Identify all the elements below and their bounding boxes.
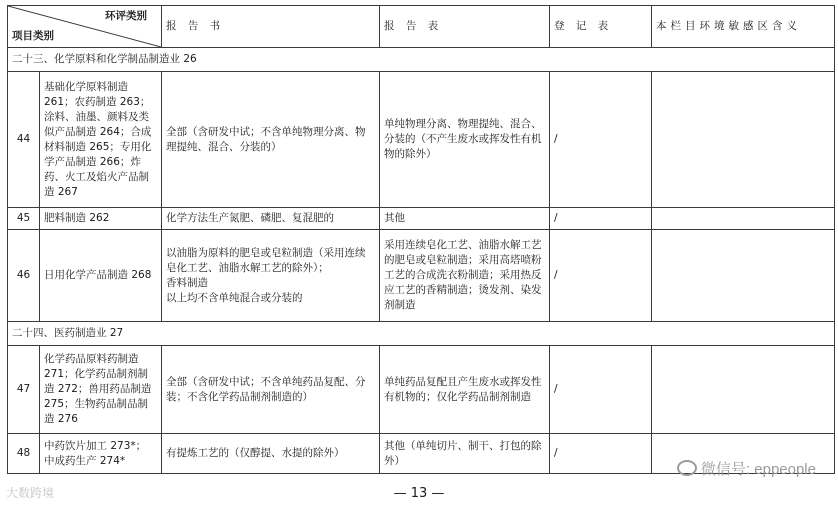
wechat-watermark xyxy=(677,458,816,479)
sensitive-area-cell xyxy=(652,346,835,434)
register-cell: / xyxy=(550,208,652,230)
wechat-icon xyxy=(677,460,697,476)
sensitive-area-cell xyxy=(652,72,835,208)
report-form-cell: 单纯物理分离、物理提纯、混合、分装的（不产生废水或挥发性有机物的除外） xyxy=(380,72,550,208)
section-title: 二十三、化学原料和化学制品制造业 26 xyxy=(8,48,835,72)
project-category: 肥料制造 262 xyxy=(40,208,162,230)
report-book-cell: 化学方法生产氮肥、磷肥、复混肥的 xyxy=(162,208,380,230)
report-book-cell: 以油脂为原料的肥皂或皂粒制造（采用连续皂化工艺、油脂水解工艺的除外）； 香料制造 以上均不含单纯混合或分装的 xyxy=(162,230,380,322)
table-row xyxy=(8,346,835,434)
report-book-cell: 全部（含研发中试；不含单纯药品复配、分装；不含化学药品制剂制造的） xyxy=(162,346,380,434)
project-category: 化学药品原料药制造 271；化学药品制剂制造 272；兽用药品制造 275；生物药品制品制造 276 xyxy=(40,346,162,434)
project-category: 基础化学原料制造 261；农药制造 263；涂料、油墨、颜料及类似产品制造 264；合成材料制造 265；专用化学产品制造 266；炸药、火工及焰火产品制造 267 xyxy=(40,72,162,208)
table-row xyxy=(8,72,835,208)
register-cell: / xyxy=(550,72,652,208)
row-number: 46 xyxy=(8,230,40,322)
row-number: 48 xyxy=(8,434,40,474)
header-row xyxy=(8,6,835,48)
page-number: — 13 — xyxy=(393,486,445,501)
row-number: 45 xyxy=(8,208,40,230)
section-row xyxy=(8,48,835,72)
wechat-watermark-text: 微信号: eppeople xyxy=(700,461,816,478)
header-report-book: 报 告 书 xyxy=(162,6,380,48)
project-category: 日用化学产品制造 268 xyxy=(40,230,162,322)
classification-table xyxy=(7,5,835,474)
header-project-category: 项目类别 xyxy=(12,30,54,42)
brand-watermark: 大数跨境 xyxy=(6,486,55,500)
section-title: 二十四、医药制造业 27 xyxy=(8,322,835,346)
section-row xyxy=(8,322,835,346)
table-row xyxy=(8,208,835,230)
register-cell: / xyxy=(550,230,652,322)
table-row xyxy=(8,230,835,322)
register-cell: / xyxy=(550,346,652,434)
sensitive-area-cell xyxy=(652,208,835,230)
project-category: 中药饮片加工 273*； 中成药生产 274* xyxy=(40,434,162,474)
report-form-cell: 其他 xyxy=(380,208,550,230)
header-register-form: 登 记 表 xyxy=(550,6,652,48)
row-number: 47 xyxy=(8,346,40,434)
sensitive-area-cell xyxy=(652,230,835,322)
report-book-cell: 有提炼工艺的（仅醇提、水提的除外） xyxy=(162,434,380,474)
diagonal-header-cell xyxy=(8,6,162,48)
header-sensitive-area: 本栏目环境敏感区含义 xyxy=(652,6,835,48)
header-report-form: 报 告 表 xyxy=(380,6,550,48)
row-number: 44 xyxy=(8,72,40,208)
header-eia-category: 环评类别 xyxy=(105,10,147,22)
report-book-cell: 全部（含研发中试；不含单纯物理分离、物理提纯、混合、分装的） xyxy=(162,72,380,208)
report-form-cell: 其他（单纯切片、制干、打包的除外） xyxy=(380,434,550,474)
report-form-cell: 采用连续皂化工艺、油脂水解工艺的肥皂或皂粒制造；采用高塔喷粉工艺的合成洗衣粉制造；采用热反应工艺的香精制造；烫发剂、染发剂制造 xyxy=(380,230,550,322)
report-form-cell: 单纯药品复配且产生废水或挥发性有机物的；仅化学药品制剂制造 xyxy=(380,346,550,434)
register-cell: / xyxy=(550,434,652,474)
